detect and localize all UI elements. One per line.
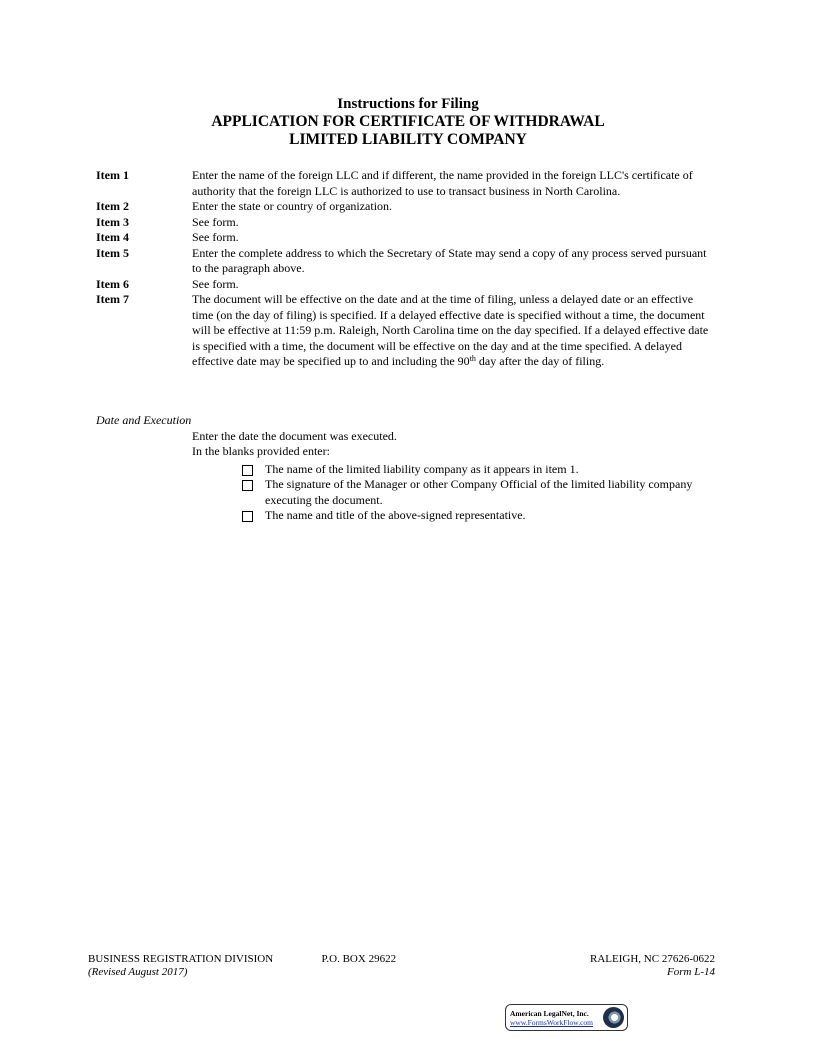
footer-row <box>88 953 715 966</box>
swirl-logo-icon <box>603 1007 624 1028</box>
title-entity-type: LIMITED LIABILITY COMPANY <box>289 131 527 148</box>
item-text-end: day after the day of filing. <box>475 354 605 368</box>
item-text: Enter the name of the foreign LLC and if different, the name provided in the foreign LLC's certificate of authority that the foreign LLC is authorized to use to transact business in North Carolina. <box>192 168 693 198</box>
instruction-line: Enter the date the document was executed. <box>192 428 397 443</box>
item-row-7 <box>96 292 720 370</box>
instruction-line: In the blanks provided enter: <box>192 444 330 458</box>
item-text: See form. <box>192 276 239 291</box>
item-text: See form. <box>192 214 239 229</box>
american-legalnet-logo[interactable] <box>505 1004 628 1031</box>
checkbox-icon <box>242 465 253 476</box>
checkbox-icon <box>242 511 253 522</box>
item-label: Item 2 <box>96 199 129 213</box>
footer-city: RALEIGH, NC 27626-0622 <box>590 953 715 965</box>
footer-row <box>88 966 715 979</box>
item-text: Enter the state or country of organization. <box>192 199 393 213</box>
item-row-5 <box>96 246 720 277</box>
item-row-4 <box>96 230 720 246</box>
item-label: Item 4 <box>96 230 129 244</box>
footer-po-box: P.O. BOX 29622 <box>321 953 397 965</box>
item-text: Enter the complete address to which the Secretary of State may send a copy of any process served pursuant to the paragraph above. <box>192 245 707 275</box>
footer-division: BUSINESS REGISTRATION DIVISION <box>88 953 274 965</box>
checklist <box>96 462 720 524</box>
logo-company-name: American LegalNet, Inc. <box>510 1009 589 1018</box>
footer-spacer <box>322 966 482 979</box>
item-instructions <box>96 168 720 370</box>
title-application: APPLICATION FOR CERTIFICATE OF WITHDRAWAL <box>211 113 605 130</box>
item-row-6 <box>96 277 720 293</box>
item-label: Item 3 <box>96 214 129 229</box>
item-text <box>192 292 716 370</box>
checklist-text: The name of the limited liability company as it appears in item 1. <box>265 461 579 476</box>
checklist-item <box>96 508 720 524</box>
date-and-execution-section <box>96 413 720 524</box>
page-footer <box>88 953 715 979</box>
item-row-3 <box>96 215 720 231</box>
item-row-1 <box>96 168 720 199</box>
item-label: Item 7 <box>96 292 129 306</box>
item-text-main: The document will be effective on the date and at the time of filing, unless a delayed date or an effective time (on the day of filing) is specified. If a delayed effective date is specified without a time, the document will be effective at 11:59 p.m. Raleigh, North Carolina time on the day specified. If a delayed effective date is specified with a time, the document will be effective on the day and at the time specified. A delayed effective date may be specified up to and including the 90 <box>192 292 709 368</box>
item-label: Item 6 <box>96 276 129 291</box>
ordinal-suffix: th <box>469 354 476 363</box>
checklist-item <box>96 462 720 478</box>
item-text: See form. <box>192 230 239 244</box>
checklist-text: The signature of the Manager or other Company Official of the limited liability company executing the document. <box>265 477 693 507</box>
logo-url-link[interactable]: www.FormsWorkFlow.com <box>510 1018 594 1027</box>
checklist-text: The name and title of the above-signed representative. <box>265 508 526 522</box>
item-label: Item 5 <box>96 245 129 260</box>
checkbox-icon <box>242 480 253 491</box>
section-heading: Date and Execution <box>96 413 192 427</box>
item-label: Item 1 <box>96 168 129 182</box>
footer-form-number: Form L-14 <box>667 966 715 978</box>
item-row-2 <box>96 199 720 215</box>
title-instructions: Instructions for Filing <box>337 96 479 112</box>
footer-revised: (Revised August 2017) <box>88 966 188 978</box>
document-title <box>0 96 816 149</box>
checklist-item <box>96 477 720 508</box>
